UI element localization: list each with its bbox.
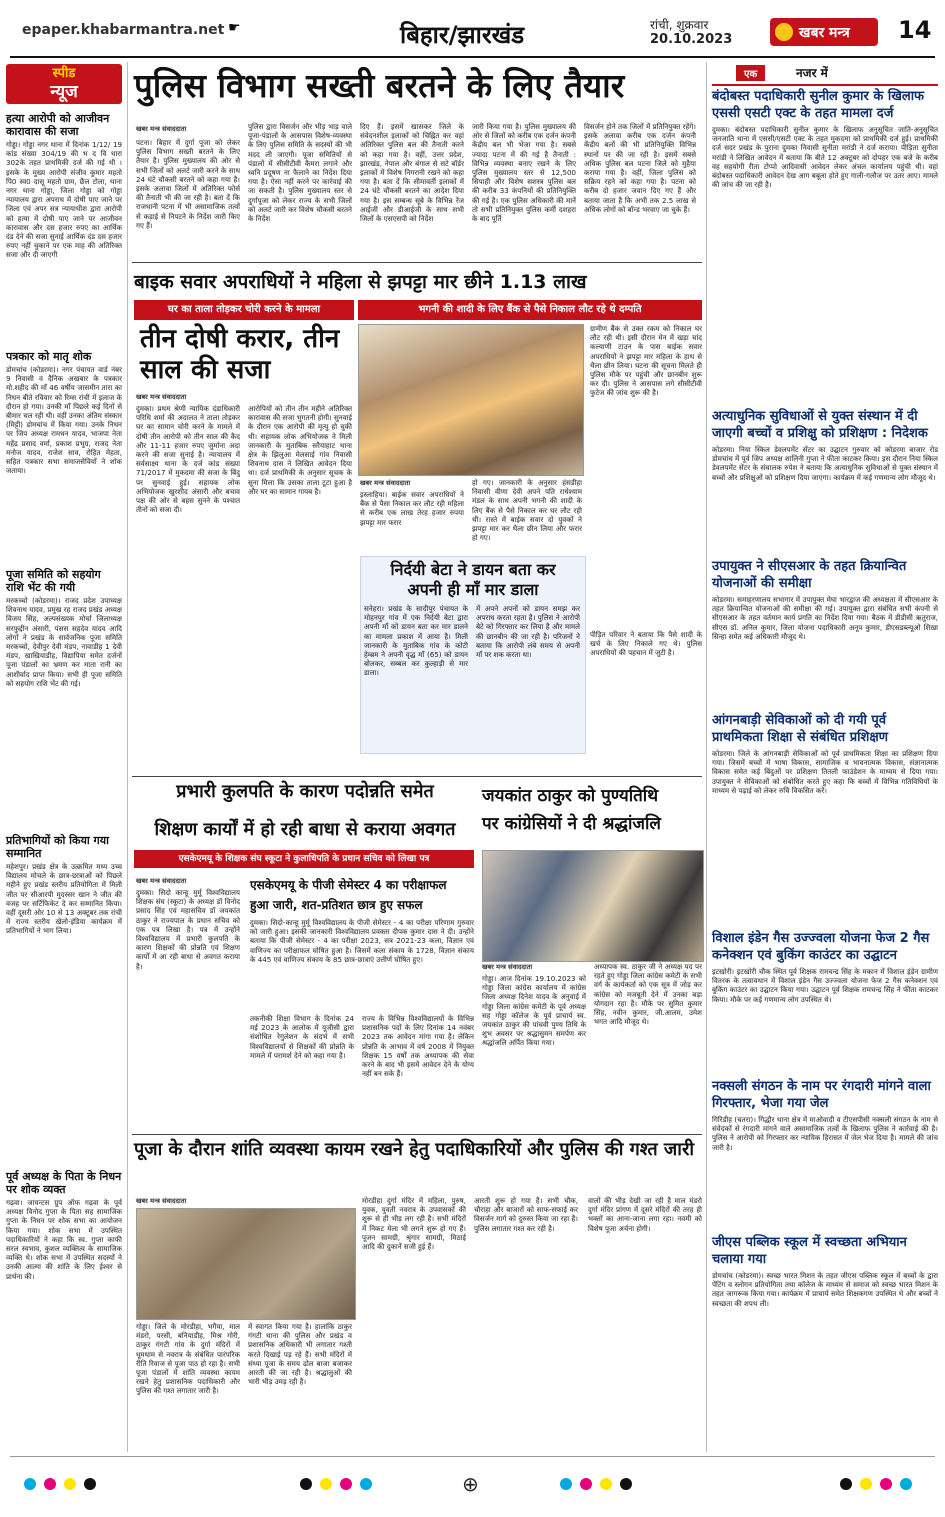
bike-kicker: भगनी की शादी के लिए बैंक से पैसे निकाल लौट रहे थे दम्पति (418, 304, 642, 315)
lead-col-5: विसर्जन होने तक जिलों में प्रतिनियुक्त रहेंगे। इसके अलावा करीब एक दर्जन कंपनी केंद्रीय बलों की भी प्रतिनियुक्ति विभिन्न स्थानों पर की जा रही है। इसमें सबसे अधिक पुलिस बल पटना जिले को मुहैया कराया गया है। वहीं, जिला पुलिस को सक्रिय रहने को कहा गया है। पटना को करीब दो हजार जवान दिए गए हैं और बताया जाता है कि अभी तक 2.5 लाख से अधिक लोगों को बॉन्ड भरवाए जा चुके हैं। (584, 122, 696, 214)
speed-badge-top: स्पीड (52, 66, 76, 81)
court-col-2: आरोपियों को तीन तीन महीने अतिरिक्त कारावास की सजा भुगतनी होगी। सुनवाई के दौरान एक आरोपी की मृत्यु हो चुकी थी। सहायक लोक अभियोजक ने मिली जानकारी के मुताबिक सरैयाहाट थाना क्षेत्र के झिलुआ मेलसाई गांव निवासी शिवनाथ दास ने लिखित आवेदन दिया था। दर्ज प्राथमिकी के अनुसार सूचक के सूना मिला कि उसका ताला टूटा हुआ है और घर का सामान गायब है। (248, 404, 352, 496)
story-body: गिरिडीह (चतरा)। गिद्धौर थाना क्षेत्र में माओवादी व टीएसपीसी नक्सली संगठन के नाम से संवेदकों से रंगदारी मांगने वाले असामाजिक तत्वों के खिलाफ पुलिस ने कार्रवाई की है। पुलिस ने आरोपी को गिरफ्तार कर न्यायिक हिरासत में जेल भेज दिया है। मामले की जांच जारी है। (712, 1115, 938, 1152)
exam-headline-2: हुआ जारी, शत-प्रतिशत छात्र हुए सफल (250, 898, 423, 912)
speed-news-badge (6, 64, 122, 104)
masthead-rule (10, 56, 935, 58)
issue-date: 20.10.2023 (650, 32, 733, 47)
brief-body: गढ़वा। जायन्टस ग्रुप ऑफ गढ़वा के पूर्व अध्यक्ष विनोद गुप्ता के पिता सह सामाजिक गुप्ता के निधन पर शोक सभा का आयोजन किया गया। शोक सभा में उपस्थित पदाधिकारियों ने कहा कि स्व. गुप्ता काफी सरल स्वभाव, कुशल व्यक्तित्व के सामाजिक व्यक्ति थे। शोक सभा में उपस्थित सदस्यों ने उनकी आत्मा की शांति के लिए ईश्वर से प्रार्थना की। (6, 1198, 122, 1281)
crosshair-icon: ⊕ (462, 1472, 479, 1496)
brief-3 (6, 568, 122, 836)
puja-col-3: मोरडीहा दुर्गा मंदिर में महिला, पुरुष, युवक, युवती नवरात्र के उपवासकों की शुरू से ही भीड़ लग रही है। सभी मंदिरों में निकट मेला भी लगने शुरू हो गए हैं। पूजन सामग्री, श्रृंगार सामग्री, मिठाई आदि की दुकानें सजी हुई हैं। (362, 1196, 466, 1252)
right-story-6 (712, 1078, 938, 1205)
bike-col-1: हो गए। जानकारी के अनुसार हंसडीहा निवासी वीणा देवी अपने पति राधेश्याम मंडल के साथ अपनी भगनी की शादी के लिए बैंक से पैसे निकाल कर घर लौट रही थी। रास्ते में बाईक सवार दो युवकों ने झपट्टा मार कर थैला छीन लिया और फरार हो गए। (472, 478, 582, 543)
puja-col-5: वालों की भीड़ देखी जा रही है माल मंडरो दुर्गा मंदिर प्रांगण में दूसरे मंदिरों की तरह ही भक्तों का आना-जाना लगा रहा। नवमी को विशेष पूजा अर्चना होगी। (588, 1196, 702, 1233)
section-rule (132, 262, 702, 263)
lead-col-4: जारी किया गया है। पुलिस मुख्यालय की ओर से जिलों को करीब एक दर्जन कंपनी केंद्रीय बल भी भेजा गया है। सबसे ज्यादा पटना में की गई है तैनाती : विभिन्न व्यवस्था बनाए रखने के लिए पुलिस मुख्यालय स्तर से 12,500 सिपाही और विशेष सशस्त्र पुलिस बल की करीब 33 कंपनियों की प्रतिनियुक्ति की गई है। एक पुलिस अधिकारी की मानें तो सभी प्रतिनियुक्त पुलिस कर्मी दशहरा के बाद पूर्ति (472, 122, 576, 224)
chancellor-byline: खबर मन्त्र संवाददाता (136, 877, 187, 885)
story-body: कोडरमा। निया स्किल डेवलपमेंट सेंटर का उद्घाटन गुरुवार को कोडरमा बाजार रोड डोमचांच में पूर्व जिप अध्यक्ष शालिनी गुप्ता ने फीता काटकर किया। इस दौरान निया स्किल डेवलपमेंट सेंटर के संचालक रुपेश ने बताया कि अत्याधुनिक सुविधाओं से युक्त संस्थान में बच्चों और प्रशिक्षुओं को प्रशिक्षण दिया जाएगा। कार्यक्रम में कई गणमान्य लोग मौजूद थे। (712, 445, 938, 482)
jayakant-col-1: गोड्डा। आज दिनांक 19.10.2023 को गोड्डा जिला कांग्रेस कार्यालय में कांग्रेस जिला अध्यक्ष दिनेश यादव के अनुवाई में गोड्डा जिला कांग्रेस कमेटी के पूर्व अध्यक्ष सह गोड्डा कॉलेज के पूर्व प्राचार्य स्व. जयकांत ठाकुर की पांचवी पुण्य तिथि के शुभ अवसर पर श्रद्धासुमन समर्पण कर श्रद्धांजलि अर्पित किया गया। (482, 974, 586, 1048)
brief-4 (6, 834, 122, 1172)
color-dot (880, 1478, 892, 1490)
right-story-2 (712, 408, 938, 549)
brand-icon (775, 23, 793, 41)
page-number: 14 (898, 16, 932, 44)
color-dot (44, 1478, 56, 1490)
story-body: इटखोरी। इटखोरी चौक स्थित पूर्व शिक्षक रामचन्द्र सिंह के मकान में विशाल इंडेन ग्रामीण वितरक के तत्वावधान में विशाल इंडेन गैस उज्ज्वला योजना फेज 2 गैस कनेक्शन एवं बुकिंग काउंटर का उद्घाटन किया गया। उद्घाटन पूर्व शिक्षक रामचन्द्र सिंह ने फीता काटकर किया। मौके पर कई गणमान्य लोग उपस्थित थे। (712, 967, 938, 1004)
story-title: विशाल इंडेन गैस उज्ज्वला योजना फेज 2 गैस कनेक्शन एवं बुकिंग काउंटर का उद्घाटन (712, 931, 930, 963)
puja-photo (136, 1208, 356, 1320)
exam-col-1: दुमका। सिदो-कान्हू मुर्मू विश्वविद्यालय के पीजी सेमेस्टर - 4 का परीक्षा परिणाम गुरुवार को जारी हुआ। इसकी जानकारी विश्वविद्यालय प्रवक्ता दीपक कुमार दास ने दी। उन्होंने बताया कि पीजी सेमेस्टर - 4 का परीक्षा 2023, सत्र 2021-23 कला, विज्ञान एवं वाणिज्य का परीक्षाफल घोषित हुआ है। जिसमें कला संकाय के 1728, विज्ञान संकाय के 445 एवं वाणिज्य संकाय के 85 छात्र-छात्राएं उत्तीर्ण घोषित हुए। (250, 918, 474, 964)
brief-body: डोमचांच (कोडरमा)। नगर पंचायत वार्ड नंबर 9 निवासी व दैनिक अखबार के पत्रकार मो.शहीद की माँ 46 वर्षीय जासमीन तारा का निधन बीते रविवार को रिम्स रांची में इलाज के दौरान हो गया। उनकी माँ पिछले कई दिनों से बीमार चल रही थी। वहीं उनका अंतिम संस्कार (मिट्टी) डोमचांच में किया गया। उनके निधन पर जिप अध्यक्ष रामधन यादव, भाजपा नेता महेंद्र प्रसाद वर्मा, प्रकाश प्रभुग्र, राजद नेता मनोज यादव, राजेश साव, रोहित मेहता, सहित पत्रकार सभा समाजसेवियों ने शोक जताया। (6, 365, 122, 476)
section-title: बिहार/झारखंड (400, 21, 525, 49)
jayakant-headline-1: जयकांत ठाकुर को पुण्यतिथि (482, 786, 659, 806)
nazar-tag: नजर में (796, 66, 828, 80)
color-dot (24, 1478, 36, 1490)
chancellor-strap-box (134, 850, 474, 868)
masthead-url[interactable]: epaper.khabarmantra.net (22, 22, 225, 38)
puja-headline: पूजा के दौरान शांति व्यवस्था कायम रखने हेतु पदाधिकारियों और पुलिस की गश्त जारी (134, 1139, 694, 1160)
bike-headline: बाइक सवार अपराधियों ने महिला से झपट्टा मार छीने 1.13 लाख (134, 271, 587, 293)
jayakant-byline: खबर मन्त्र संवाददाता (482, 963, 533, 971)
story-body: कोडरमा। जिले के आंगनबाड़ी सेविकाओं को पूर्व प्राथमिकता शिक्षा का प्रशिक्षण दिया गया। जिसमें बच्चों में भाषा विकास, सामाजिक व भावनात्मक विकास, संज्ञानात्मक विकास समेत कई बिंदुओं पर प्रशिक्षण तितली फाउंडेशन के माध्यम से दिया गया। उपायुक्त ने सेविकाओं को संबोधित करते हुए कहा कि बच्चों में विभिन्न गतिविधियों के माध्यम से पढ़ाई को लेकर रुचि विकसित करें। (712, 749, 938, 795)
court-kicker: घर का ताला तोड़कर चोरी करने के मामला (167, 304, 321, 315)
color-dot (84, 1478, 96, 1490)
color-dot (860, 1478, 872, 1490)
chancellor-headline-2: शिक्षण कार्यों में हो रही बाधा से कराया अवगत (154, 819, 456, 840)
color-dot (900, 1478, 912, 1490)
court-byline: खबर मन्त्र संवाददाता (136, 393, 187, 401)
registration-marks (0, 1470, 945, 1500)
color-dot (560, 1478, 572, 1490)
bike-story-photo (358, 324, 584, 476)
brief-body: महेशपुर। प्रखंड क्षेत्र के उत्क्रमित मध्य उच्च विद्यालय मोचले के छात्र-छात्राओं को पिछले महीने हुए प्रखंड स्तरीय प्रतियोगिता में मिली जीत पर सीआरपी मुदस्सर खान ने जीत की वजह पर सर्टिफिकेट दे कर सम्मानित किया। वहीं दूसरी ओर 10 से 13 अक्टूबर तक रांची में राज्य स्तरीय खेलो-इंडिया कार्यक्रम में प्रतिभागियों ने भाग लिया। (6, 862, 122, 936)
chancellor-col-1: दुमका। सिदो कान्हू मुर्मू विश्वविद्यालय शिक्षक संघ (स्कूटा) के अध्यक्ष डॉ विनोद प्रसाद सिंह एवं महासचिव डॉ जयकांत ठाकुर ने राज्यपाल के प्रधान सचिव को एक पत्र लिखा है। पत्र में उन्होंने विश्वविद्यालय में प्रभारी कुलपति के कारण शिक्षकों की प्रोन्नति एवं शिक्षण कार्यों में आ रही बाधा से अवगत कराया है। (136, 888, 240, 971)
brief-1 (6, 112, 122, 340)
speed-news-column (6, 60, 124, 1450)
story-body: डोमचांच (कोडरमा)। स्वच्छ भारत मिशन के तहत जीएस पब्लिक स्कूल में बच्चों के द्वारा पेंटिंग व स्लोगन प्रतियोगिता तथा कॉलेज के माध्यम से समाज को स्वच्छ भारत मिशन के तहत जागरूक किया गया। कार्यक्रम में प्राचार्य समेत शिक्षकगण उपस्थित थे और बच्चों ने स्वच्छता की शपथ ली। (712, 1271, 938, 1308)
section-rule (132, 1134, 702, 1135)
speed-badge-bottom: न्यूज (50, 82, 78, 102)
color-dot (360, 1478, 372, 1490)
story-title: अत्याधुनिक सुविधाओं से युक्त संस्थान में दी जाएगी बच्चों व प्रशिक्षु को प्रशिक्षण : निदेशक (712, 409, 928, 441)
right-story-4 (712, 712, 938, 909)
lead-col-2: पुलिस द्वारा विसर्जन और भीड़ भाड़ वाले पूजा-पंडालों के आसपास विशेष-व्यवस्था के लिए पुलिस समिति के सदस्यों की भी मदद ली जाएगी। पूजा समितियों से पंडालों में सीसीटीवी कैमरा लगाने और ध्वनि प्रदूषण ना फैलाने का निर्देश दिया गया है। ऐसा नहीं करने पर कार्रवाई की जा सकती है। पुलिस मुख्यालय स्तर से दुर्गापूजा को लेकर राज्य के सभी जिलों को अलर्ट जारी कर विशेष चौकसी बरतने के निर्देश (248, 122, 352, 224)
story-body: कोडरमा। समाहरणालय सभागार में उपायुक्त मेघा भारद्वाज की अध्यक्षता में सीएसआर के तहत क्रियान्वित योजनाओं की समीक्षा की गई। उपायुक्त द्वारा संबंधित सभी कंपनी से सीएसआर के तहत वर्तमान कार्य प्रगति का निर्देश दिया गया। बैठक में डीडीसी ऋतुराज, सीएस डॉ. अनिल कुमार, जिला योजना पदाधिकारी अनूप कुमार, डीएसडब्ल्यूओ शिखा सिन्हा समेत कई अधिकारी मौजूद थे। (712, 595, 938, 641)
footer-rule (10, 1456, 935, 1457)
color-dot (840, 1478, 852, 1490)
jayakant-headline-2: पर कांग्रेसियों ने दी श्रद्धांजलि (482, 814, 661, 834)
right-story-1 (712, 88, 938, 405)
son-col-2: में अपने अपनों को डायन समझ कर अपराध करता रहता है। पुलिस ने आरोपी बेटे को गिरफ्तार कर लिया है और मामले की छानबीन की जा रही है। परिजनों ने बताया कि आरोपी लंबे समय से अपनी माँ पर शक करता था। (476, 604, 580, 660)
color-dot (340, 1478, 352, 1490)
right-story-5 (712, 930, 938, 1067)
court-kicker-strip (134, 300, 354, 320)
chancellor-headline-1: प्रभारी कुलपति के कारण पदोन्नति समेत (176, 781, 434, 802)
brief-5 (6, 1170, 122, 1438)
bike-col-3: पीड़ित परिवार ने बताया कि पैसे शादी के खर्च के लिए निकाले गए थे। पुलिस अपराधियों की पहचान में जुटी है। (590, 630, 702, 658)
right-story-3 (712, 558, 938, 695)
bike-col-2: ग्रामीण बैंक से उक्त रकम को निकाल घर लौट रही थी। इसी दौरान मेन में खड़ा चांद कल्याणी टाउन के पास बाईक सवार अपराधियों ने झपट्टा मार महिला के हाथ से थैला छीन लिया। घटना की सूचना मिलते ही पुलिस मौके पर पहुंची और छानबीन शुरू कर दी। पुलिस ने आसपास लगे सीसीटीवी फुटेज की जांच शुरू की है। (590, 324, 702, 398)
lead-col-1: पटना। बिहार में दुर्गा पूजा को लेकर पुलिस विभाग सख्ती बरतने के लिए तैयार है। पुलिस मुख्यालय की ओर से सभी जिलों को अलर्ट जारी करने के साथ 24 घंटे चौकसी बरतने को कहा गया है। इसके अलावा जिलों में अतिरिक्त फोर्स की तैनाती भी की जा रही है। बता दें कि राजधानी पटना में भी असामाजिक तत्वों से कड़ाई से निपटने के निर्देश जारी किए गए हैं। (136, 138, 240, 230)
color-dot (320, 1478, 332, 1490)
court-col-1: दुमका। प्रथम श्रेणी न्यायिक दंडाधिकारी परिधि शर्मा की अदालत ने ताला तोड़कर घर का सामान चोरी करने के मामले में दोषी तीन आरोपी को तीन साल की कैद और 11-11 हजार रुपए जुर्माना अदा करने की सजा सुनाई है। न्यायालय में सर्वसाक्ष्य थाना के दर्ज कांड संख्या 71/2017 में मुकदमा की सजा के बिंदु पर सुनवाई हुई। सहायक लोक अभियोजक खुरशीद अंसारी और बचाव पक्ष की ओर से बहस सुनने के पश्चात तीनों को सजा दी। (136, 404, 240, 515)
puja-byline: खबर मन्त्र संवाददाता (136, 1197, 187, 1205)
lead-byline: खबर मन्त्र संवाददाता (136, 125, 187, 133)
bike-caption: इस्लाहिया। बाईक सवार अपराधियों ने बैंक से पैसा निकाल कर लौट रही महिला से करीब एक लाख तेरह हजार रुपया झपट्टा मार फरार (360, 490, 464, 527)
color-dot (64, 1478, 76, 1490)
story-title: आंगनबाड़ी सेविकाओं को दी गयी पूर्व प्राथमिकता शिक्षा से संबंधित प्रशिक्षण (712, 713, 889, 745)
section-rule (132, 776, 702, 777)
brief-title: प्रतिभागियों को किया गया सम्मानित (6, 834, 109, 860)
brief-2 (6, 350, 122, 565)
masthead (0, 0, 945, 58)
puja-col-4: आरती शुरू हो गया है। सभी चौक, चौराहा और बाजारों को साफ-सफाई कर विसर्जन मार्ग को दुरुस्त किया जा रहा है। पुलिस लगातार गश्त कर रही है। (474, 1196, 578, 1233)
brief-title: पूजा समिति को सहयोग राशि भेंट की गयी (6, 568, 101, 594)
city-day: रांची, शुक्रवार (650, 18, 709, 32)
story-title: बंदोबस्त पदाधिकारी सुनील कुमार के खिलाफ एससी एसटी एक्ट के तहत मामला दर्ज (712, 89, 925, 121)
color-dot (600, 1478, 612, 1490)
son-headline: निर्दयी बेटा ने डायन बता कर अपनी ही माँ मार डाला (390, 560, 556, 599)
color-dot (620, 1478, 632, 1490)
ek-tag: एक (736, 65, 765, 81)
puja-col-2: में स्वागत किया गया है। हालांकि ठाकुर गंगटी थाना की पुलिस और प्रखंड व प्रशासनिक अधिकारी भी लगातार गश्ती करते दिखाई पड़ रहे हैं। सभी मंदिरों में संध्या पूजा के समय ढोल बाजा बजाकर आरती की जा रही है। श्रद्धालुओं की भारी भीड़ उमड़ रही है। (248, 1322, 352, 1387)
story-title: उपायुक्त ने सीएसआर के तहत क्रियान्वित योजनाओं की समीक्षा (712, 559, 907, 591)
ek-nazar-header (712, 62, 938, 86)
story-body: दुमका। बंदोबस्त पदाधिकारी सुनील कुमार के खिलाफ अनुसूचित जाति-अनुसूचित जनजाति थाना में एससी/एसटी एक्ट के तहत मुकदमा को प्राथमिकी दर्ज हुई। प्राथमिकी दर्ज सदर प्रखंड के पुराना दुमका निवासी सुनीता मरांडी ने दर्ज कराया। पीड़िता सुनीता मरांडी ने लिखित आवेदन में बताया कि बीते 12 अक्टूबर को दोपहर एक बजे के करीब वह सहयोगी रीता टोप्पो आदिवासी आवेदन लेकर अंचल कार्यालय पहुंची थी। वहां बंदोबस्त पदाधिकारी आवेदन देख आग बबूला होते हुए गाली-गलौज पर उतर आए। मामले की जांच की जा रही है। (712, 125, 938, 190)
brand-logo (770, 18, 878, 46)
brand-name: खबर मन्त्र (799, 24, 850, 41)
cursor-icon: ☛ (228, 20, 241, 36)
bike-byline: खबर मन्त्र संवाददाता (360, 479, 411, 487)
story-title: जीएस पब्लिक स्कूल में स्वच्छता अभियान चलाया गया (712, 1235, 907, 1267)
lead-col-3: दिए हैं। इसमें खासकर जिले के संवेदनशील इलाकों को चिह्नित कर वहां अतिरिक्त पुलिस बल की तैनाती करने को कहा गया है। वहीं, उत्तर प्रदेश, झारखंड, नेपाल और बंगाल से सटे बॉर्डर इलाकों में विशेष निगरानी रखने को कहा गया है। बता दें कि सीमावर्ती इलाकों में 24 घंटे चौकसी बरतने का आदेश दिया गया है। इस सम्बन्ध सूबे के विभिन्न रेंज आईजी और डीआईजी के साथ सभी जिलों के एसएसपी को निर्देश (360, 122, 464, 224)
jayakant-col-2: अध्यापक स्व. ठाकुर जी ने अध्यक्ष पद पर रहते हुए गोड्डा जिला कांग्रेस कमेटी के सभी वर्ग के कार्यकर्ता को एक सूत्र में जोड़ कर कांग्रेस को मजबूती देने में उनका बड़ा योगदान रहा है। मौके पर सुमित कुमार सिंह, नवीन कुमार, जी.आलम, उमेश भगत आदि मौजूद थे। (594, 962, 702, 1027)
column-rule (127, 62, 128, 1452)
brief-title: पत्रकार को मातृ शोक (6, 350, 92, 363)
exam-col-2: तकनीकी शिक्षा विभाग के दिनांक 24 मई 2023 के आलोक में यूजीसी द्वारा संशोधित रेगुलेशन के संदर्भ में सभी विश्वविद्यालयों से शिक्षकों की प्रोन्नति के मामले में परामर्श देने को कहा गया है। (250, 1014, 354, 1060)
brief-body: गोड्डा। गोड्डा नगर थाना में दिनांक 1/12/ 19 कांड संख्या 304/19 की भ द वि धारा 302के तहत प्राथमिकी दर्ज की गई थी । इसके के मुख्य आरोपी संजीव कुमार महतो पि0 स्व0 दासू महतो ग्राम, छैल टोला, थाना नगर थाना गोड्डा, जिला गोड्डा को गोड्डा न्यायालय द्वारा अपराध में दोषी पाए जाने पर जिला एवं अपर सत्र न्यायाधीश द्वारा आरोपी को हत्या में दोषी पाए जाने पर आजीवन कारावास और दस हजार रुपए का आर्थिक दंड देने की सजा सुनाई आर्थिक दंड दस हजार रुपए नहीं चुकाने पर एक माह की अतिरिक्त सजा और दी जाएगी (6, 140, 122, 260)
exam-col-3: राज्य के विभिन्न विश्वविद्यालयों के विभिन्न प्रशासनिक पदों के लिए दिनांक 14 नवंबर 2023 तक आवेदन मांगा गया है। लेकिन प्रोन्नति के आभाव में वर्ष 2008 में नियुक्त शिक्षक 15 वर्षों तक अध्यापक की सेवा करने के बाद भी इसमें आवेदन देने के योग्य नहीं बन सके हैं। (362, 1014, 474, 1079)
story-title: नक्सली संगठन के नाम पर रंगदारी मांगने वाला गिरफ्तार, भेजा गया जेल (712, 1079, 931, 1111)
jayakant-photo (482, 850, 704, 962)
column-rule (706, 62, 707, 1452)
brief-body: मरकच्चो (कोडरमा)। राजद प्रदेश उपाध्यक्ष शिवनाथ यादव, प्रमुख रह राजद प्रखंड अध्यक्ष विजय सिंह, अल्पसंख्यक मोर्चा जिलाध्यक्ष सरफुद्दीन अंसारी, पंसस सहदेव यादव आदि लोगों ने प्रखंड के सार्वजनिक पूजा समिति मरकच्चो, देवीपुर देवी मंडप, नावाडीह 1 देवी मंडप, खाखियाडीह, विद्यापिया समेत दर्जनों पूजा पंडालों का भ्रमण कर माता रानी का आशीर्वाद प्राप्त किया। सभी ही पूजा समिति को सहयोग राशि भेंट की गई। (6, 596, 122, 688)
color-dot (300, 1478, 312, 1490)
exam-headline-1: एसकेएमयू के पीजी सेमेस्टर 4 का परीक्षाफल (250, 878, 447, 892)
court-headline: तीन दोषी करार, तीन साल की सजा (140, 324, 340, 385)
color-dot (580, 1478, 592, 1490)
lead-headline: पुलिस विभाग सख्ती बरतने के लिए तैयार (134, 66, 625, 105)
right-story-7 (712, 1234, 938, 1441)
chancellor-strap: एसकेएमयू के शिक्षक संघ स्कूटा ने कुलाधिपति के प्रधान सचिव को लिखा पत्र (178, 854, 430, 864)
brief-title: पूर्व अध्यक्ष के पिता के निधन पर शोक व्यक्त (6, 1170, 122, 1196)
puja-col-1: गोड्डा। जिले के मोरडीहा, भगैया, माल मंडरो, परसी, बनियाडीह, मिश्र गोरी, ठाकुर गंगटी गांव के दुर्गा मंदिरों में धूमधाम से नवरात्र के संबंधित पारंपरिक रीति रिवाज से पूजा पाठ हो रहा है। सभी पूजा पंडालों में शांति व्यवस्था कायम रखने हेतु प्रशासनिक पदाधिकारी और पुलिस की गश्त लगातार जारी है। (136, 1322, 240, 1396)
son-col-1: सनेहरा। प्रखंड के सादीपुर पंचायत के मोहनपुर गांव में एक निर्दयी बेटा द्वारा अपनी माँ को डायन बता कर मार डालने का मामला प्रकाश में आया है। मिली जानकारी के मुताबिक गांव के कोटी हेम्ब्रम ने अपनी वृद्ध माँ (65) को डायन बोलकर, सब्बल कर कुल्हाड़ी से मार डाला। (364, 604, 468, 678)
bike-kicker-strip (358, 300, 702, 320)
brief-title: हत्या आरोपी को आजीवन कारावास की सजा (6, 112, 110, 138)
